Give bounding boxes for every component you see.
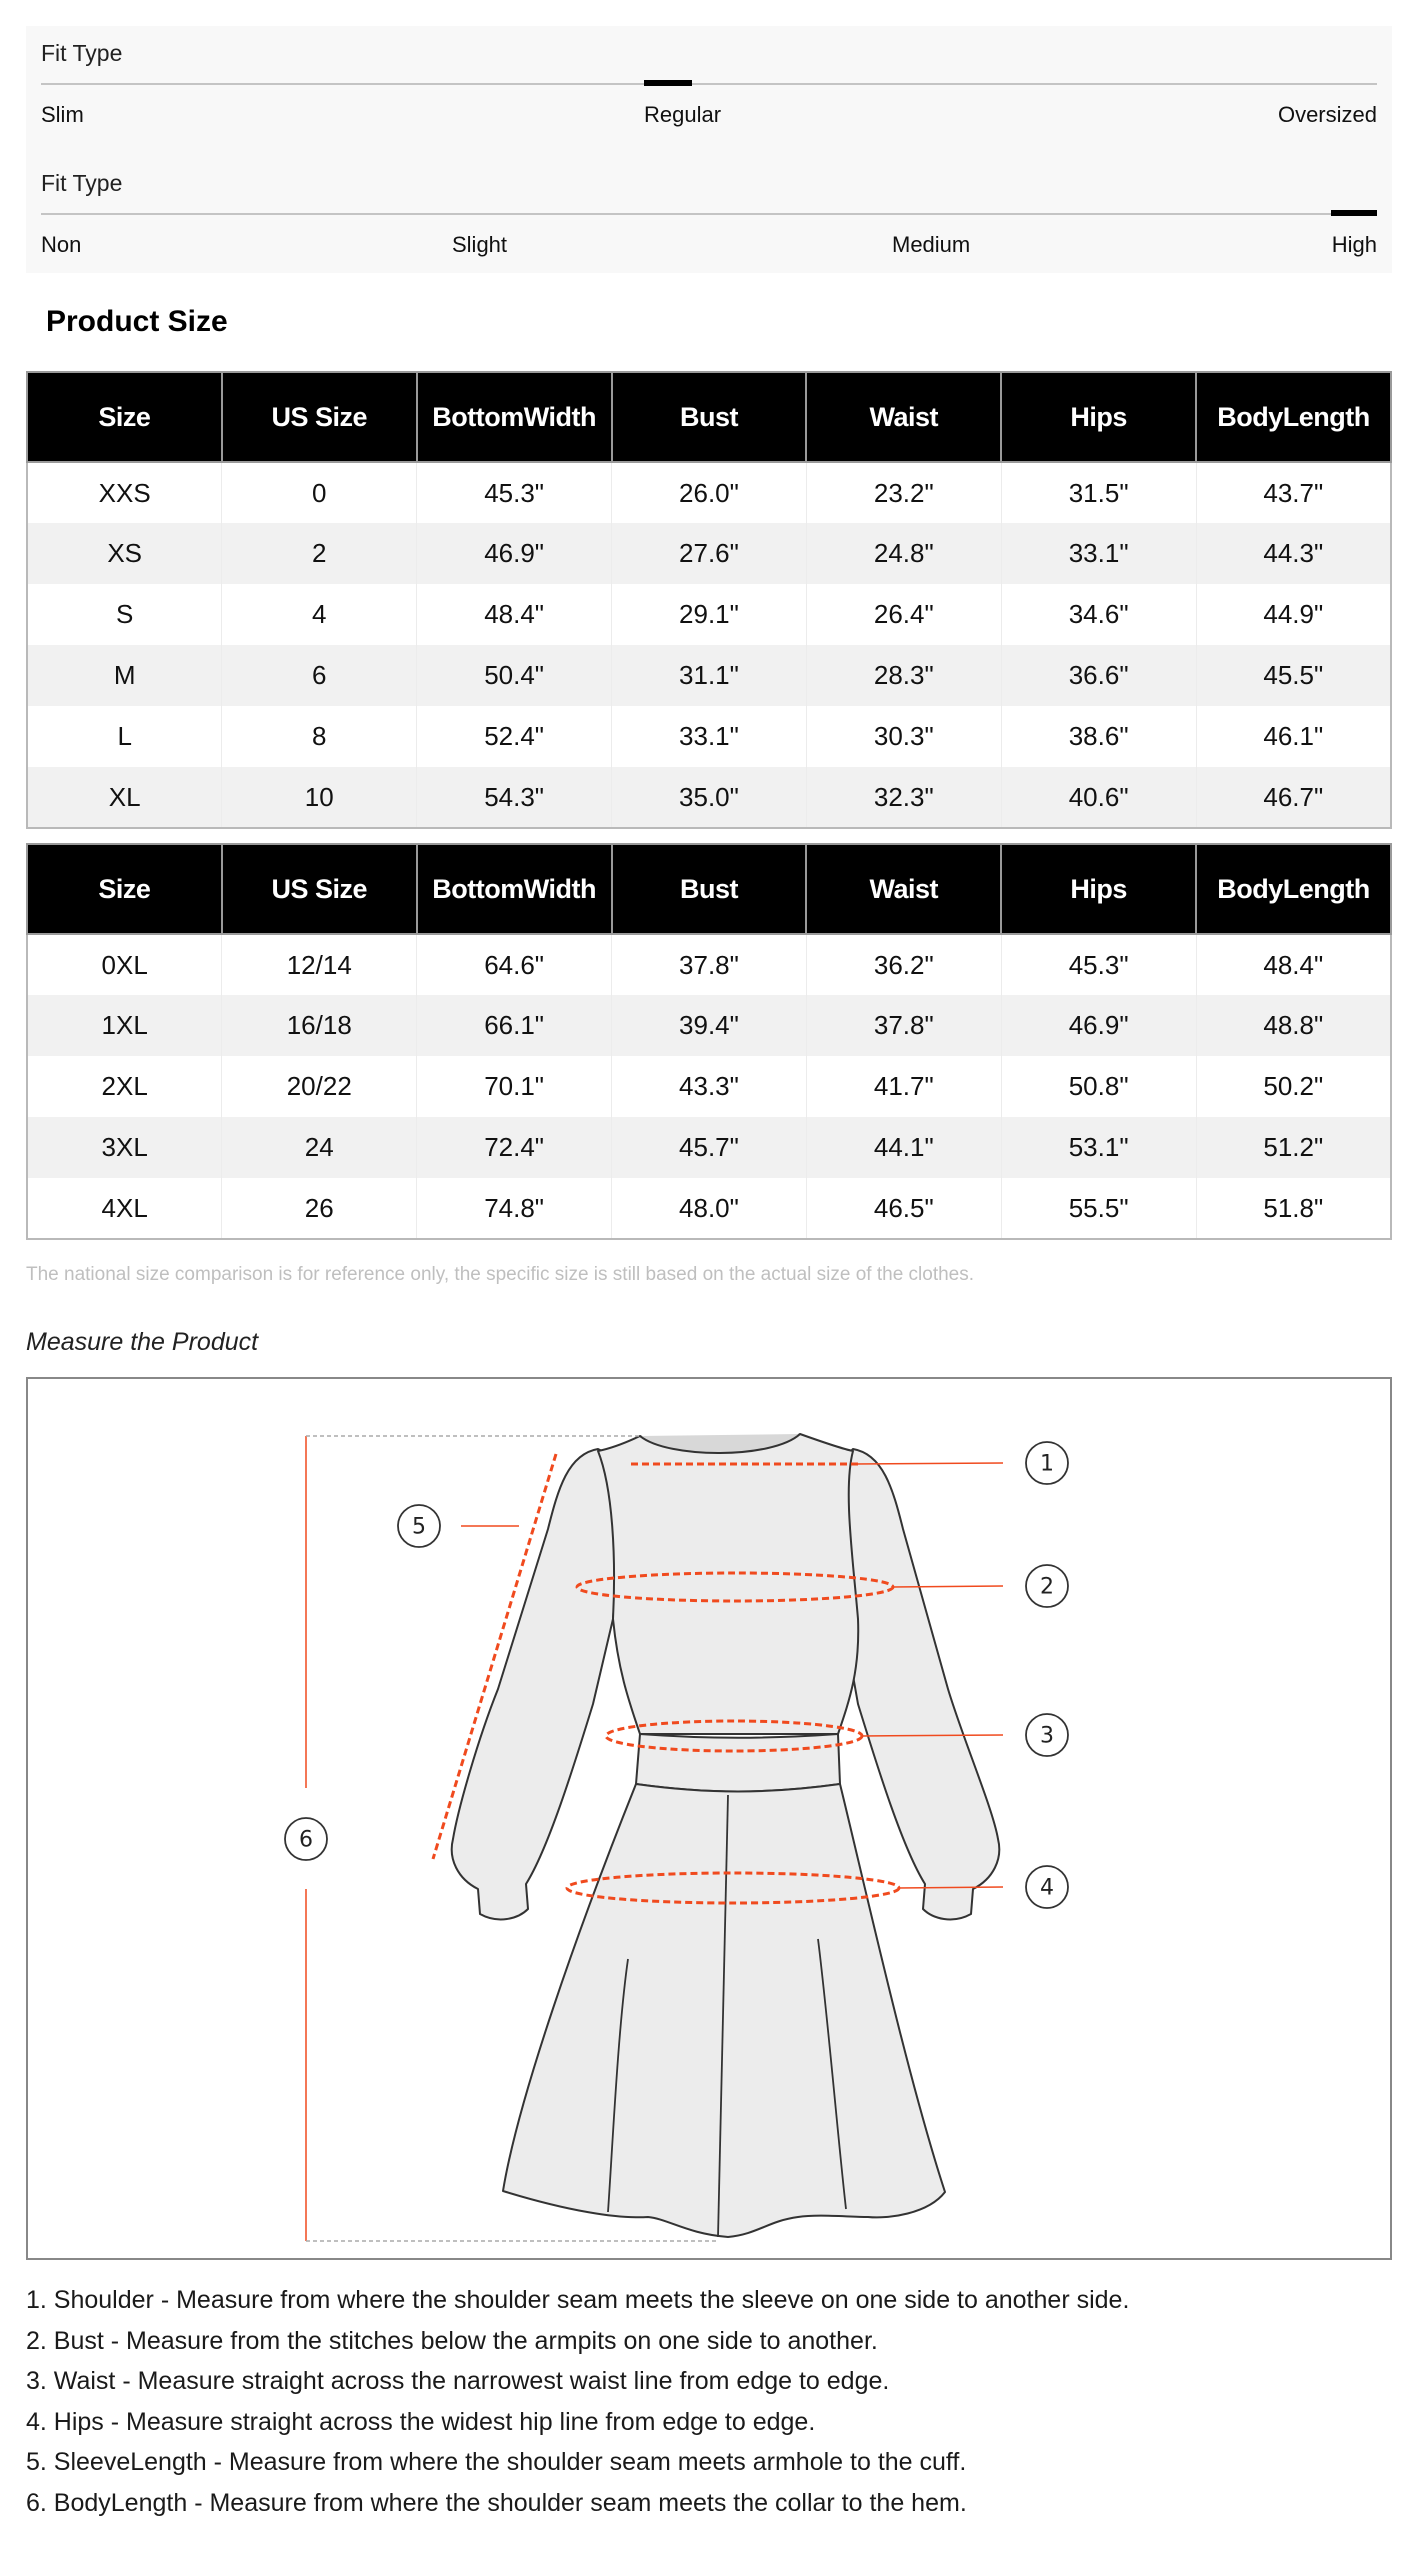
callout-1-label: 1 [1040, 1451, 1054, 1477]
table-cell: 45.3" [417, 462, 612, 523]
table-row [27, 934, 1391, 995]
table-cell: 8 [222, 706, 417, 767]
size-table-body [27, 462, 1391, 828]
table-cell: 0XL [27, 934, 222, 995]
size-table-standard [26, 371, 1392, 829]
table-cell: 48.0" [612, 1178, 807, 1239]
table-cell: 44.3" [1196, 523, 1391, 584]
col-size: Size [27, 372, 222, 462]
stretch-scale-labels [41, 232, 1377, 262]
col-waist: Waist [806, 372, 1001, 462]
instruction-hips: 4. Hips - Measure straight across the widest hip line from edge to edge. [26, 2407, 816, 2436]
stretch-option-non: Non [41, 232, 82, 257]
table-cell: 26.4" [806, 584, 1001, 645]
fit-option-oversized: Oversized [1277, 102, 1377, 127]
table-cell: 2XL [27, 1056, 222, 1117]
table-cell: 40.6" [1001, 767, 1196, 828]
stretch-scale [41, 156, 1377, 266]
col-bottom-width: BottomWidth [417, 844, 612, 934]
table-cell: 50.8" [1001, 1056, 1196, 1117]
table-cell: 74.8" [417, 1178, 612, 1239]
table-cell: 64.6" [417, 934, 612, 995]
product-size-title: Product Size [46, 305, 228, 338]
col-bust: Bust [612, 844, 807, 934]
table-cell: 34.6" [1001, 584, 1196, 645]
table-row [27, 1117, 1391, 1178]
table-cell: 24 [222, 1117, 417, 1178]
col-body-length: BodyLength [1196, 372, 1391, 462]
col-bottom-width: BottomWidth [417, 372, 612, 462]
table-cell: 72.4" [417, 1117, 612, 1178]
table-row [27, 1178, 1391, 1239]
table-cell: 41.7" [806, 1056, 1001, 1117]
table-cell: 46.5" [806, 1178, 1001, 1239]
table-cell: 70.1" [417, 1056, 612, 1117]
table-cell: 46.9" [417, 523, 612, 584]
fit-panel [26, 26, 1392, 273]
table-cell: 37.8" [806, 995, 1001, 1056]
callout-6-label: 6 [299, 1827, 313, 1853]
col-waist: Waist [806, 844, 1001, 934]
table-cell: 46.1" [1196, 706, 1391, 767]
fit-type-label-2: Fit Type [41, 170, 123, 196]
callout-2-label: 2 [1040, 1574, 1054, 1600]
table-cell: 24.8" [806, 523, 1001, 584]
table-cell: 38.6" [1001, 706, 1196, 767]
table-header-row [27, 372, 1391, 462]
table-cell: 48.8" [1196, 995, 1391, 1056]
table-cell: 48.4" [417, 584, 612, 645]
fit-type-scale [41, 26, 1377, 136]
table-row [27, 767, 1391, 828]
col-hips: Hips [1001, 372, 1196, 462]
table-cell: 29.1" [612, 584, 807, 645]
callout-4-label: 4 [1040, 1875, 1054, 1901]
table-cell: 44.1" [806, 1117, 1001, 1178]
table-row [27, 706, 1391, 767]
instruction-body-length: 6. BodyLength - Measure from where the shoulder seam meets the collar to the hem. [26, 2488, 967, 2517]
table-cell: 45.7" [612, 1117, 807, 1178]
table-cell: 36.2" [806, 934, 1001, 995]
stretch-scale-marker-high [1331, 210, 1377, 216]
table-header-row [27, 844, 1391, 934]
size-table-plus [26, 843, 1392, 1240]
measure-title: Measure the Product [26, 1328, 259, 1356]
table-cell: 50.4" [417, 645, 612, 706]
table-cell: 54.3" [417, 767, 612, 828]
table-cell: 4 [222, 584, 417, 645]
table-row [27, 645, 1391, 706]
table-cell: 46.9" [1001, 995, 1196, 1056]
size-disclaimer-note: The national size comparison is for reference only, the specific size is still based on the actual size of the clothes. [26, 1264, 975, 1285]
table-cell: 55.5" [1001, 1178, 1196, 1239]
col-us-size: US Size [222, 844, 417, 934]
instruction-sleeve-length: 5. SleeveLength - Measure from where the shoulder seam meets armhole to the cuff. [26, 2448, 967, 2476]
col-size: Size [27, 844, 222, 934]
table-cell: 12/14 [222, 934, 417, 995]
table-cell: 36.6" [1001, 645, 1196, 706]
size-table-body [27, 934, 1391, 1239]
table-cell: 31.1" [612, 645, 807, 706]
table-row [27, 995, 1391, 1056]
callout-3-label: 3 [1040, 1723, 1054, 1749]
table-cell: 33.1" [1001, 523, 1196, 584]
stretch-option-slight: Slight [452, 232, 508, 257]
col-hips: Hips [1001, 844, 1196, 934]
table-cell: 30.3" [806, 706, 1001, 767]
table-cell: 3XL [27, 1117, 222, 1178]
table-cell: 46.7" [1196, 767, 1391, 828]
table-cell: 26 [222, 1178, 417, 1239]
measurement-instructions [26, 2280, 1392, 2523]
table-cell: L [27, 706, 222, 767]
col-us-size: US Size [222, 372, 417, 462]
measurement-diagram [26, 1377, 1392, 2260]
fit-scale-marker-regular [644, 80, 692, 86]
table-row [27, 523, 1391, 584]
table-row [27, 1056, 1391, 1117]
fit-scale-labels [41, 102, 1377, 132]
table-cell: S [27, 584, 222, 645]
table-cell: 33.1" [612, 706, 807, 767]
table-cell: 53.1" [1001, 1117, 1196, 1178]
table-cell: XS [27, 523, 222, 584]
callout-5-label: 5 [412, 1514, 426, 1540]
fit-option-regular: Regular [644, 102, 722, 127]
table-row [27, 584, 1391, 645]
table-cell: 23.2" [806, 462, 1001, 523]
table-cell: 66.1" [417, 995, 612, 1056]
table-cell: 10 [222, 767, 417, 828]
table-cell: 28.3" [806, 645, 1001, 706]
dress-illustration [28, 1379, 1390, 2258]
stretch-option-medium: Medium [892, 232, 971, 257]
stretch-option-high: High [1331, 232, 1377, 257]
table-cell: 37.8" [612, 934, 807, 995]
table-cell: 51.2" [1196, 1117, 1391, 1178]
table-cell: 2 [222, 523, 417, 584]
col-bust: Bust [612, 372, 807, 462]
table-cell: 44.9" [1196, 584, 1391, 645]
table-cell: 16/18 [222, 995, 417, 1056]
instruction-bust: 2. Bust - Measure from the stitches below the armpits on one side to another. [26, 2326, 878, 2355]
col-body-length: BodyLength [1196, 844, 1391, 934]
table-cell: 52.4" [417, 706, 612, 767]
table-cell: 48.4" [1196, 934, 1391, 995]
table-cell: 32.3" [806, 767, 1001, 828]
table-cell: 26.0" [612, 462, 807, 523]
table-cell: 43.7" [1196, 462, 1391, 523]
fit-option-slim: Slim [41, 102, 84, 127]
table-cell: 1XL [27, 995, 222, 1056]
fit-scale-track [41, 83, 1377, 85]
table-cell: M [27, 645, 222, 706]
table-cell: 6 [222, 645, 417, 706]
table-cell: XXS [27, 462, 222, 523]
table-cell: 45.3" [1001, 934, 1196, 995]
table-cell: 27.6" [612, 523, 807, 584]
fit-type-label: Fit Type [41, 40, 123, 66]
table-cell: 0 [222, 462, 417, 523]
table-cell: 39.4" [612, 995, 807, 1056]
table-cell: 51.8" [1196, 1178, 1391, 1239]
table-cell: 20/22 [222, 1056, 417, 1117]
table-cell: 31.5" [1001, 462, 1196, 523]
table-row [27, 462, 1391, 523]
table-cell: 4XL [27, 1178, 222, 1239]
table-cell: 43.3" [612, 1056, 807, 1117]
instruction-shoulder: 1. Shoulder - Measure from where the shoulder seam meets the sleeve on one side to another side. [26, 2286, 1130, 2314]
stretch-scale-track [41, 213, 1377, 215]
table-cell: 50.2" [1196, 1056, 1391, 1117]
table-cell: 45.5" [1196, 645, 1391, 706]
instruction-waist: 3. Waist - Measure straight across the narrowest waist line from edge to edge. [26, 2367, 890, 2395]
table-cell: 35.0" [612, 767, 807, 828]
table-cell: XL [27, 767, 222, 828]
